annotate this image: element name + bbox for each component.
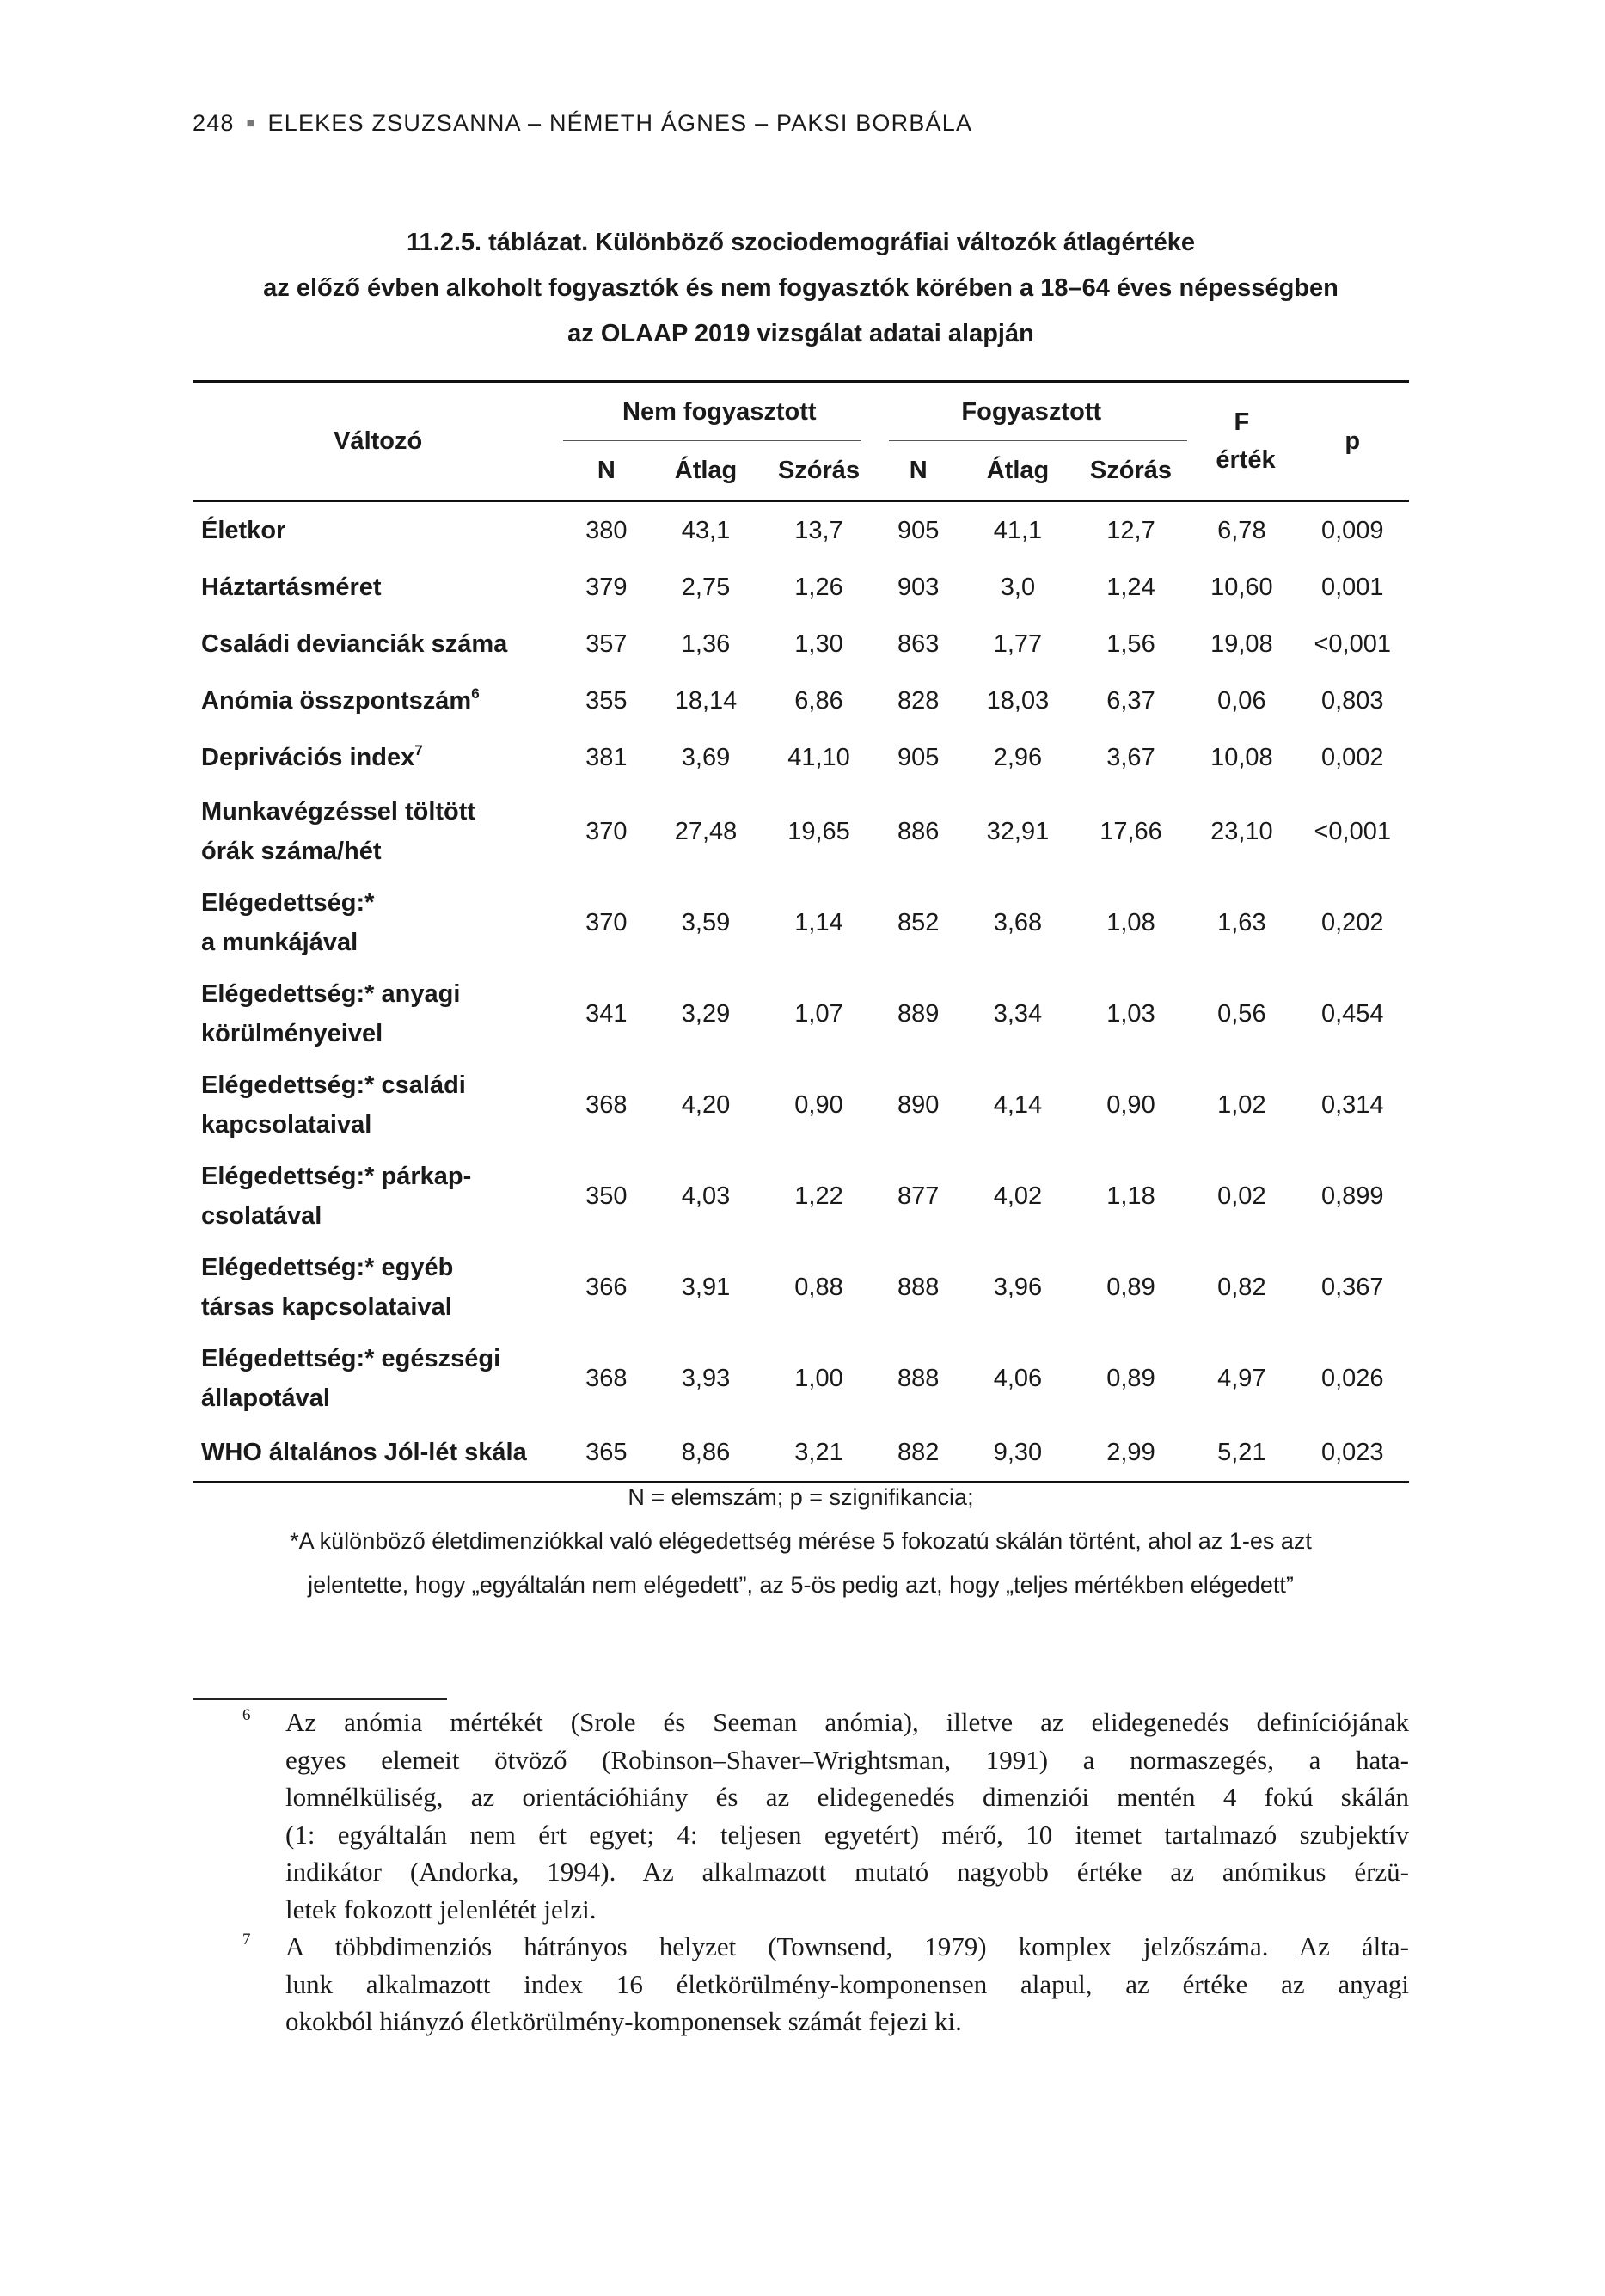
cell-f-value: 23,10	[1210, 817, 1273, 845]
table-row	[193, 616, 1409, 672]
separator-square-icon: ■	[246, 116, 256, 131]
header-f-value-label: F érték	[1216, 408, 1276, 474]
cell-f-value: 0,56	[1217, 999, 1266, 1028]
row-label-text: WHO általános Jól-lét skála	[201, 1439, 527, 1466]
row-label	[193, 1242, 563, 1333]
cell-f-value: 19,08	[1210, 629, 1273, 658]
footnotes	[193, 1704, 1409, 2041]
cell-p-value: 0,001	[1320, 573, 1384, 601]
cell-f-value: 10,08	[1210, 743, 1273, 771]
cell-mean-consumers: 1,77	[993, 629, 1043, 658]
cell-n-nonconsumers: 366	[585, 1273, 628, 1301]
table-row	[193, 1059, 1409, 1151]
row-label	[193, 501, 563, 560]
cell-sd-nonconsumers: 1,22	[794, 1182, 843, 1210]
cell-n-nonconsumers: 357	[585, 629, 628, 658]
row-label-line: állapotával	[201, 1384, 330, 1412]
cell-sd-nonconsumers: 6,86	[794, 686, 843, 715]
cell-n-consumers: 889	[897, 999, 940, 1028]
header-p: p	[1296, 382, 1409, 501]
cell-p-value: 0,367	[1320, 1273, 1384, 1301]
cell-p-value: 0,002	[1320, 743, 1384, 771]
cell-p-value: 0,803	[1320, 686, 1384, 715]
header-sd: Szórás	[763, 441, 876, 501]
cell-sd-consumers: 1,56	[1106, 629, 1155, 658]
cell-mean-nonconsumers: 18,14	[674, 686, 738, 715]
row-label-text: Életkor	[201, 517, 286, 544]
cell-n-consumers: 877	[897, 1182, 940, 1210]
cell-mean-nonconsumers: 3,91	[681, 1273, 731, 1301]
cell-mean-consumers: 4,06	[993, 1364, 1043, 1392]
header-mean: Átlag	[961, 441, 1075, 501]
cell-n-consumers: 882	[875, 1424, 961, 1483]
cell-mean-consumers: 9,30	[961, 1424, 1075, 1483]
table-notes	[193, 1476, 1409, 1607]
cell-n-nonconsumers: 368	[585, 1090, 628, 1119]
row-label-line: Elégedettség:* egészségi	[201, 1345, 501, 1372]
header-group-nonconsumers: Nem fogyasztott	[563, 382, 875, 442]
cell-mean-consumers: 3,34	[993, 999, 1043, 1028]
cell-n-nonconsumers: 379	[585, 573, 628, 601]
cell-n-consumers: 888	[897, 1273, 940, 1301]
row-label	[193, 877, 563, 968]
cell-n-consumers: 863	[897, 629, 940, 658]
cell-mean-consumers: 2,96	[993, 743, 1043, 771]
row-label-line: Munkavégzéssel töltött	[201, 798, 476, 826]
footnote-marker: 7	[414, 742, 423, 758]
cell-n-consumers: 852	[897, 908, 940, 936]
header-n: N	[875, 441, 961, 501]
row-label	[193, 1151, 563, 1242]
row-label	[193, 786, 563, 877]
cell-n-consumers: 886	[897, 817, 940, 845]
cell-n-nonconsumers: 355	[585, 686, 628, 715]
footnote-6	[193, 1704, 1409, 1928]
row-label-line: társas kapcsolataival	[201, 1293, 452, 1321]
table-row	[193, 729, 1409, 786]
footnote-rule	[193, 1698, 447, 1700]
running-head	[193, 110, 972, 137]
note-line: jelentette, hogy „egyáltalán nem elégedett”, az 5-ös pedig azt, hogy „teljes mértékben elégedett”	[308, 1572, 1294, 1598]
header-group-consumers: Fogyasztott	[875, 382, 1187, 442]
cell-sd-consumers: 0,89	[1106, 1364, 1155, 1392]
cell-f-value: 1,63	[1217, 908, 1266, 936]
row-label-line: körülményeivel	[201, 1020, 383, 1047]
cell-p-value: 0,314	[1320, 1090, 1384, 1119]
footnote-line: egyes elemeit ötvöző (Robinson–Shaver–Wrightsman, 1991) a normaszegés, a hata-	[285, 1744, 1409, 1775]
row-label	[193, 559, 563, 616]
row-label-line: Elégedettség:* egyéb	[201, 1254, 454, 1281]
row-label-line: Elégedettség:* anyagi	[201, 980, 461, 1008]
cell-n-nonconsumers: 381	[585, 743, 628, 771]
cell-mean-consumers: 32,91	[986, 817, 1050, 845]
cell-mean-consumers: 41,1	[993, 516, 1043, 544]
cell-p-value: 0,454	[1320, 999, 1384, 1028]
cell-mean-consumers: 4,14	[993, 1090, 1043, 1119]
cell-n-nonconsumers: 370	[585, 817, 628, 845]
statistics-table	[193, 380, 1409, 1483]
row-label-line: Elégedettség:* családi	[201, 1071, 466, 1099]
footnote-line: Az anómia mértékét (Srole és Seeman anómia), illetve az elidegenedés definíciójának	[285, 1707, 1409, 1737]
cell-n-nonconsumers: 365	[563, 1424, 649, 1483]
row-label-line: Elégedettség:* párkap-	[201, 1163, 472, 1190]
table-row	[193, 559, 1409, 616]
cell-n-consumers: 828	[897, 686, 940, 715]
cell-sd-consumers: 1,03	[1106, 999, 1155, 1028]
cell-mean-nonconsumers: 4,03	[681, 1182, 731, 1210]
footnote-line: lomnélküliség, az orientációhiány és az elidegenedés dimenziói mentén 4 fokú skálán	[285, 1782, 1409, 1812]
cell-sd-consumers: 1,08	[1106, 908, 1155, 936]
cell-mean-nonconsumers: 43,1	[681, 516, 731, 544]
page-number: 248	[193, 110, 235, 136]
footnote-line: okokból hiányzó életkörülmény-komponensek számát fejezi ki.	[285, 2006, 962, 2036]
table-body	[193, 501, 1409, 1483]
footnote-line: lunk alkalmazott index 16 életkörülmény-komponensen alapul, az értéke az anyagi	[285, 1968, 1409, 1999]
cell-sd-nonconsumers: 3,21	[763, 1424, 876, 1483]
cell-mean-consumers: 3,68	[993, 908, 1043, 936]
header-mean: Átlag	[649, 441, 763, 501]
footnote-number: 6	[242, 1706, 251, 1724]
cell-n-nonconsumers: 380	[585, 516, 628, 544]
table-row	[193, 1242, 1409, 1333]
cell-mean-nonconsumers: 3,93	[681, 1364, 731, 1392]
cell-f-value: 10,60	[1210, 573, 1273, 601]
cell-sd-nonconsumers: 19,65	[787, 817, 850, 845]
cell-n-nonconsumers: 341	[585, 999, 628, 1028]
row-label	[193, 729, 563, 786]
row-label	[193, 616, 563, 672]
cell-p-value: <0,001	[1314, 817, 1391, 845]
footnote-line: letek fokozott jelenlétét jelzi.	[285, 1894, 597, 1925]
cell-sd-nonconsumers: 41,10	[787, 743, 850, 771]
cell-sd-consumers: 17,66	[1100, 817, 1162, 845]
cell-sd-consumers: 1,24	[1106, 573, 1155, 601]
table-row	[193, 968, 1409, 1059]
caption-line: az előző évben alkoholt fogyasztók és nem fogyasztók körében a 18–64 éves népességben	[263, 274, 1339, 302]
note-line: *A különböző életdimenziókkal való elégedettség mérése 5 fokozatú skálán történt, ahol az 1-es azt	[290, 1528, 1312, 1554]
cell-f-value: 6,78	[1217, 516, 1266, 544]
row-label	[193, 1059, 563, 1151]
cell-sd-consumers: 2,99	[1075, 1424, 1188, 1483]
cell-p-value: 0,202	[1320, 908, 1384, 936]
row-label-text: Családi devianciák száma	[201, 630, 508, 658]
row-label	[193, 1333, 563, 1424]
cell-p-value: 0,009	[1320, 516, 1384, 544]
cell-sd-nonconsumers: 1,30	[794, 629, 843, 658]
cell-f-value: 0,82	[1217, 1273, 1266, 1301]
footnote-7	[193, 1928, 1409, 2041]
row-label-text: Háztartásméret	[201, 574, 382, 601]
cell-mean-consumers: 4,02	[993, 1182, 1043, 1210]
cell-mean-consumers: 18,03	[986, 686, 1050, 715]
cell-sd-nonconsumers: 1,07	[794, 999, 843, 1028]
footnote-line: (1: egyáltalán nem ért egyet; 4: teljesen egyetért) mérő, 10 itemet tartalmazó szubjektív	[285, 1819, 1409, 1850]
row-label-line: csolatával	[201, 1202, 322, 1230]
cell-sd-nonconsumers: 0,90	[794, 1090, 843, 1119]
cell-mean-nonconsumers: 3,29	[681, 999, 731, 1028]
cell-n-nonconsumers: 350	[585, 1182, 628, 1210]
cell-mean-nonconsumers: 8,86	[649, 1424, 763, 1483]
cell-mean-nonconsumers: 2,75	[681, 573, 731, 601]
cell-sd-nonconsumers: 13,7	[794, 516, 843, 544]
cell-f-value: 0,06	[1217, 686, 1266, 715]
cell-mean-nonconsumers: 3,59	[681, 908, 731, 936]
table-row	[193, 1424, 1409, 1483]
table-row	[193, 786, 1409, 877]
cell-n-consumers: 890	[897, 1090, 940, 1119]
cell-f-value: 5,21	[1187, 1424, 1296, 1483]
cell-sd-nonconsumers: 0,88	[794, 1273, 843, 1301]
cell-mean-nonconsumers: 3,69	[681, 743, 731, 771]
row-label-line: a munkájával	[201, 929, 358, 956]
cell-n-consumers: 905	[897, 516, 940, 544]
note-line: N = elemszám; p = szignifikancia;	[628, 1484, 974, 1510]
cell-sd-consumers: 12,7	[1106, 516, 1155, 544]
cell-sd-consumers: 0,89	[1106, 1273, 1155, 1301]
cell-n-nonconsumers: 368	[585, 1364, 628, 1392]
row-label	[193, 1424, 563, 1483]
cell-p-value: 0,899	[1320, 1182, 1384, 1210]
header-n: N	[563, 441, 649, 501]
row-label-line: órák száma/hét	[201, 838, 382, 865]
cell-p-value: 0,026	[1320, 1364, 1384, 1392]
cell-sd-nonconsumers: 1,14	[794, 908, 843, 936]
row-label	[193, 968, 563, 1059]
header-variable: Változó	[193, 382, 563, 501]
cell-f-value: 1,02	[1217, 1090, 1266, 1119]
running-head-authors: ELEKES ZSUZSANNA – NÉMETH ÁGNES – PAKSI BORBÁLA	[267, 110, 973, 136]
table-row	[193, 501, 1409, 560]
row-label-line: Elégedettség:*	[201, 889, 375, 917]
row-label-text: Anómia összpontszám	[201, 687, 472, 715]
cell-mean-consumers: 3,0	[1000, 573, 1036, 601]
table-row	[193, 1333, 1409, 1424]
cell-n-nonconsumers: 370	[585, 908, 628, 936]
cell-n-consumers: 888	[897, 1364, 940, 1392]
footnote-marker: 6	[471, 685, 480, 702]
cell-p-value: 0,023	[1296, 1424, 1409, 1483]
cell-sd-consumers: 1,18	[1106, 1182, 1155, 1210]
footnote-number: 7	[242, 1931, 251, 1949]
table-row	[193, 877, 1409, 968]
cell-f-value: 0,02	[1217, 1182, 1266, 1210]
table-row	[193, 672, 1409, 729]
cell-mean-nonconsumers: 1,36	[681, 629, 731, 658]
cell-mean-nonconsumers: 4,20	[681, 1090, 731, 1119]
cell-sd-consumers: 6,37	[1106, 686, 1155, 715]
cell-f-value: 4,97	[1217, 1364, 1266, 1392]
cell-mean-nonconsumers: 27,48	[674, 817, 738, 845]
cell-sd-nonconsumers: 1,00	[794, 1364, 843, 1392]
row-label	[193, 672, 563, 729]
cell-mean-consumers: 3,96	[993, 1273, 1043, 1301]
header-f-value	[1187, 382, 1296, 501]
header-sd: Szórás	[1075, 441, 1188, 501]
row-label-line: kapcsolataival	[201, 1111, 372, 1139]
caption-line: az OLAAP 2019 vizsgálat adatai alapján	[567, 320, 1034, 347]
footnote-line: A többdimenziós hátrányos helyzet (Townsend, 1979) komplex jelzőszáma. Az álta-	[285, 1931, 1409, 1961]
cell-sd-consumers: 0,90	[1106, 1090, 1155, 1119]
cell-sd-nonconsumers: 1,26	[794, 573, 843, 601]
caption-line: 11.2.5. táblázat. Különböző szociodemográfiai változók átlagértéke	[407, 229, 1195, 256]
cell-sd-consumers: 3,67	[1106, 743, 1155, 771]
table-caption	[193, 220, 1409, 357]
row-label-text: Deprivációs index	[201, 744, 415, 771]
cell-n-consumers: 905	[897, 743, 940, 771]
cell-p-value: <0,001	[1314, 629, 1391, 658]
table-row	[193, 1151, 1409, 1242]
footnote-line: indikátor (Andorka, 1994). Az alkalmazott mutató nagyobb értéke az anómikus érzü-	[285, 1857, 1409, 1887]
cell-n-consumers: 903	[897, 573, 940, 601]
